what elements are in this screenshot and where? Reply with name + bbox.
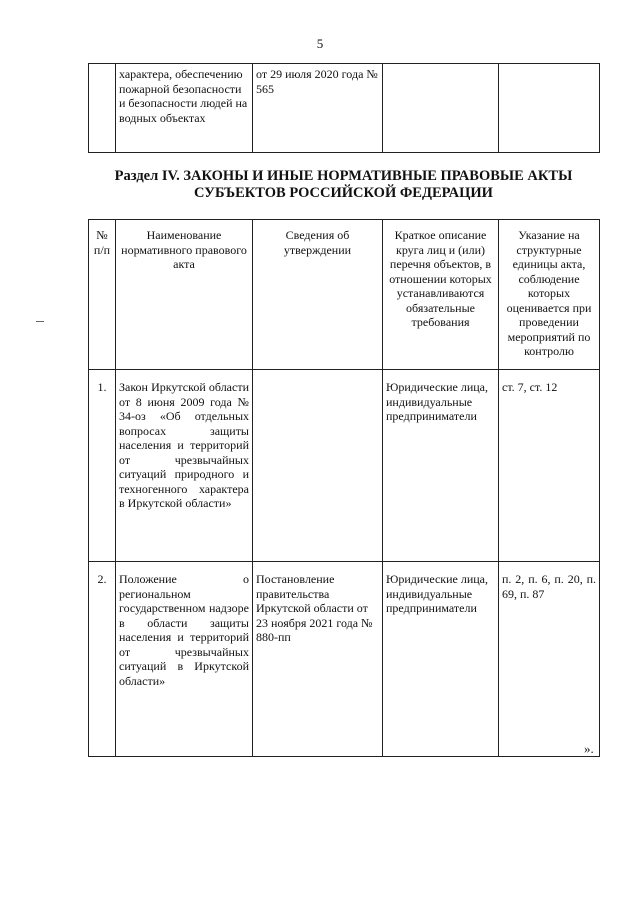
section-title: Раздел IV. ЗАКОНЫ И ИНЫЕ НОРМАТИВНЫЕ ПРАВОВЫЕ АКТЫ СУБЪЕКТОВ РОССИЙСКОЙ ФЕДЕРАЦИИ bbox=[114, 168, 573, 201]
cell-units: ст. 7, ст. 12 bbox=[499, 370, 600, 562]
cell-persons bbox=[383, 64, 499, 153]
margin-mark bbox=[36, 321, 44, 322]
cell-approval: от 29 июля 2020 года № 565 bbox=[253, 64, 383, 153]
header-approval: Сведения об утверждении bbox=[253, 220, 383, 370]
cell-persons: Юридические лица, индивидуальные предприниматели bbox=[383, 562, 499, 757]
header-units: Указание на структурные единицы акта, соблюдение которых оценивается при проведении мероприятий по контролю bbox=[499, 220, 600, 370]
table-row bbox=[89, 64, 600, 153]
continued-table bbox=[88, 63, 600, 153]
cell-name: Закон Иркутской области от 8 июня 2009 года № 34-оз «Об отдельных вопросах защиты населения и территорий от чрезвычайных ситуаций природного и техногенного характера в Иркутской области» bbox=[116, 370, 253, 562]
cell-num: 1. bbox=[89, 370, 116, 562]
cell-approval bbox=[253, 370, 383, 562]
page-number: 5 bbox=[316, 36, 324, 51]
acts-table bbox=[88, 219, 600, 757]
table-header-row bbox=[89, 220, 600, 370]
header-name: Наименование нормативного правового акта bbox=[116, 220, 253, 370]
cell-num: 2. bbox=[89, 562, 116, 757]
table-row bbox=[89, 562, 600, 757]
header-num: № п/п bbox=[89, 220, 116, 370]
cell-units bbox=[499, 64, 600, 153]
table-row bbox=[89, 370, 600, 562]
cell-name: Положение о региональном государственном надзоре в области защиты населения и территорий от чрезвычайных ситуаций в Иркутской области» bbox=[116, 562, 253, 757]
cell-num bbox=[89, 64, 116, 153]
cell-name: характера, обеспечению пожарной безопасности и безопасности людей на водных объектах bbox=[116, 64, 253, 153]
cell-approval: Постановление правительства Иркутской области от 23 ноября 2021 года № 880-пп bbox=[253, 562, 383, 757]
cell-persons: Юридические лица, индивидуальные предприниматели bbox=[383, 370, 499, 562]
header-persons: Краткое описание круга лиц и (или) перечня объектов, в отношении которых устанавливаются обязательные требования bbox=[383, 220, 499, 370]
cell-units: п. 2, п. 6, п. 20, п. 69, п. 87 bbox=[499, 562, 600, 757]
closing-quote: ». bbox=[584, 741, 594, 756]
